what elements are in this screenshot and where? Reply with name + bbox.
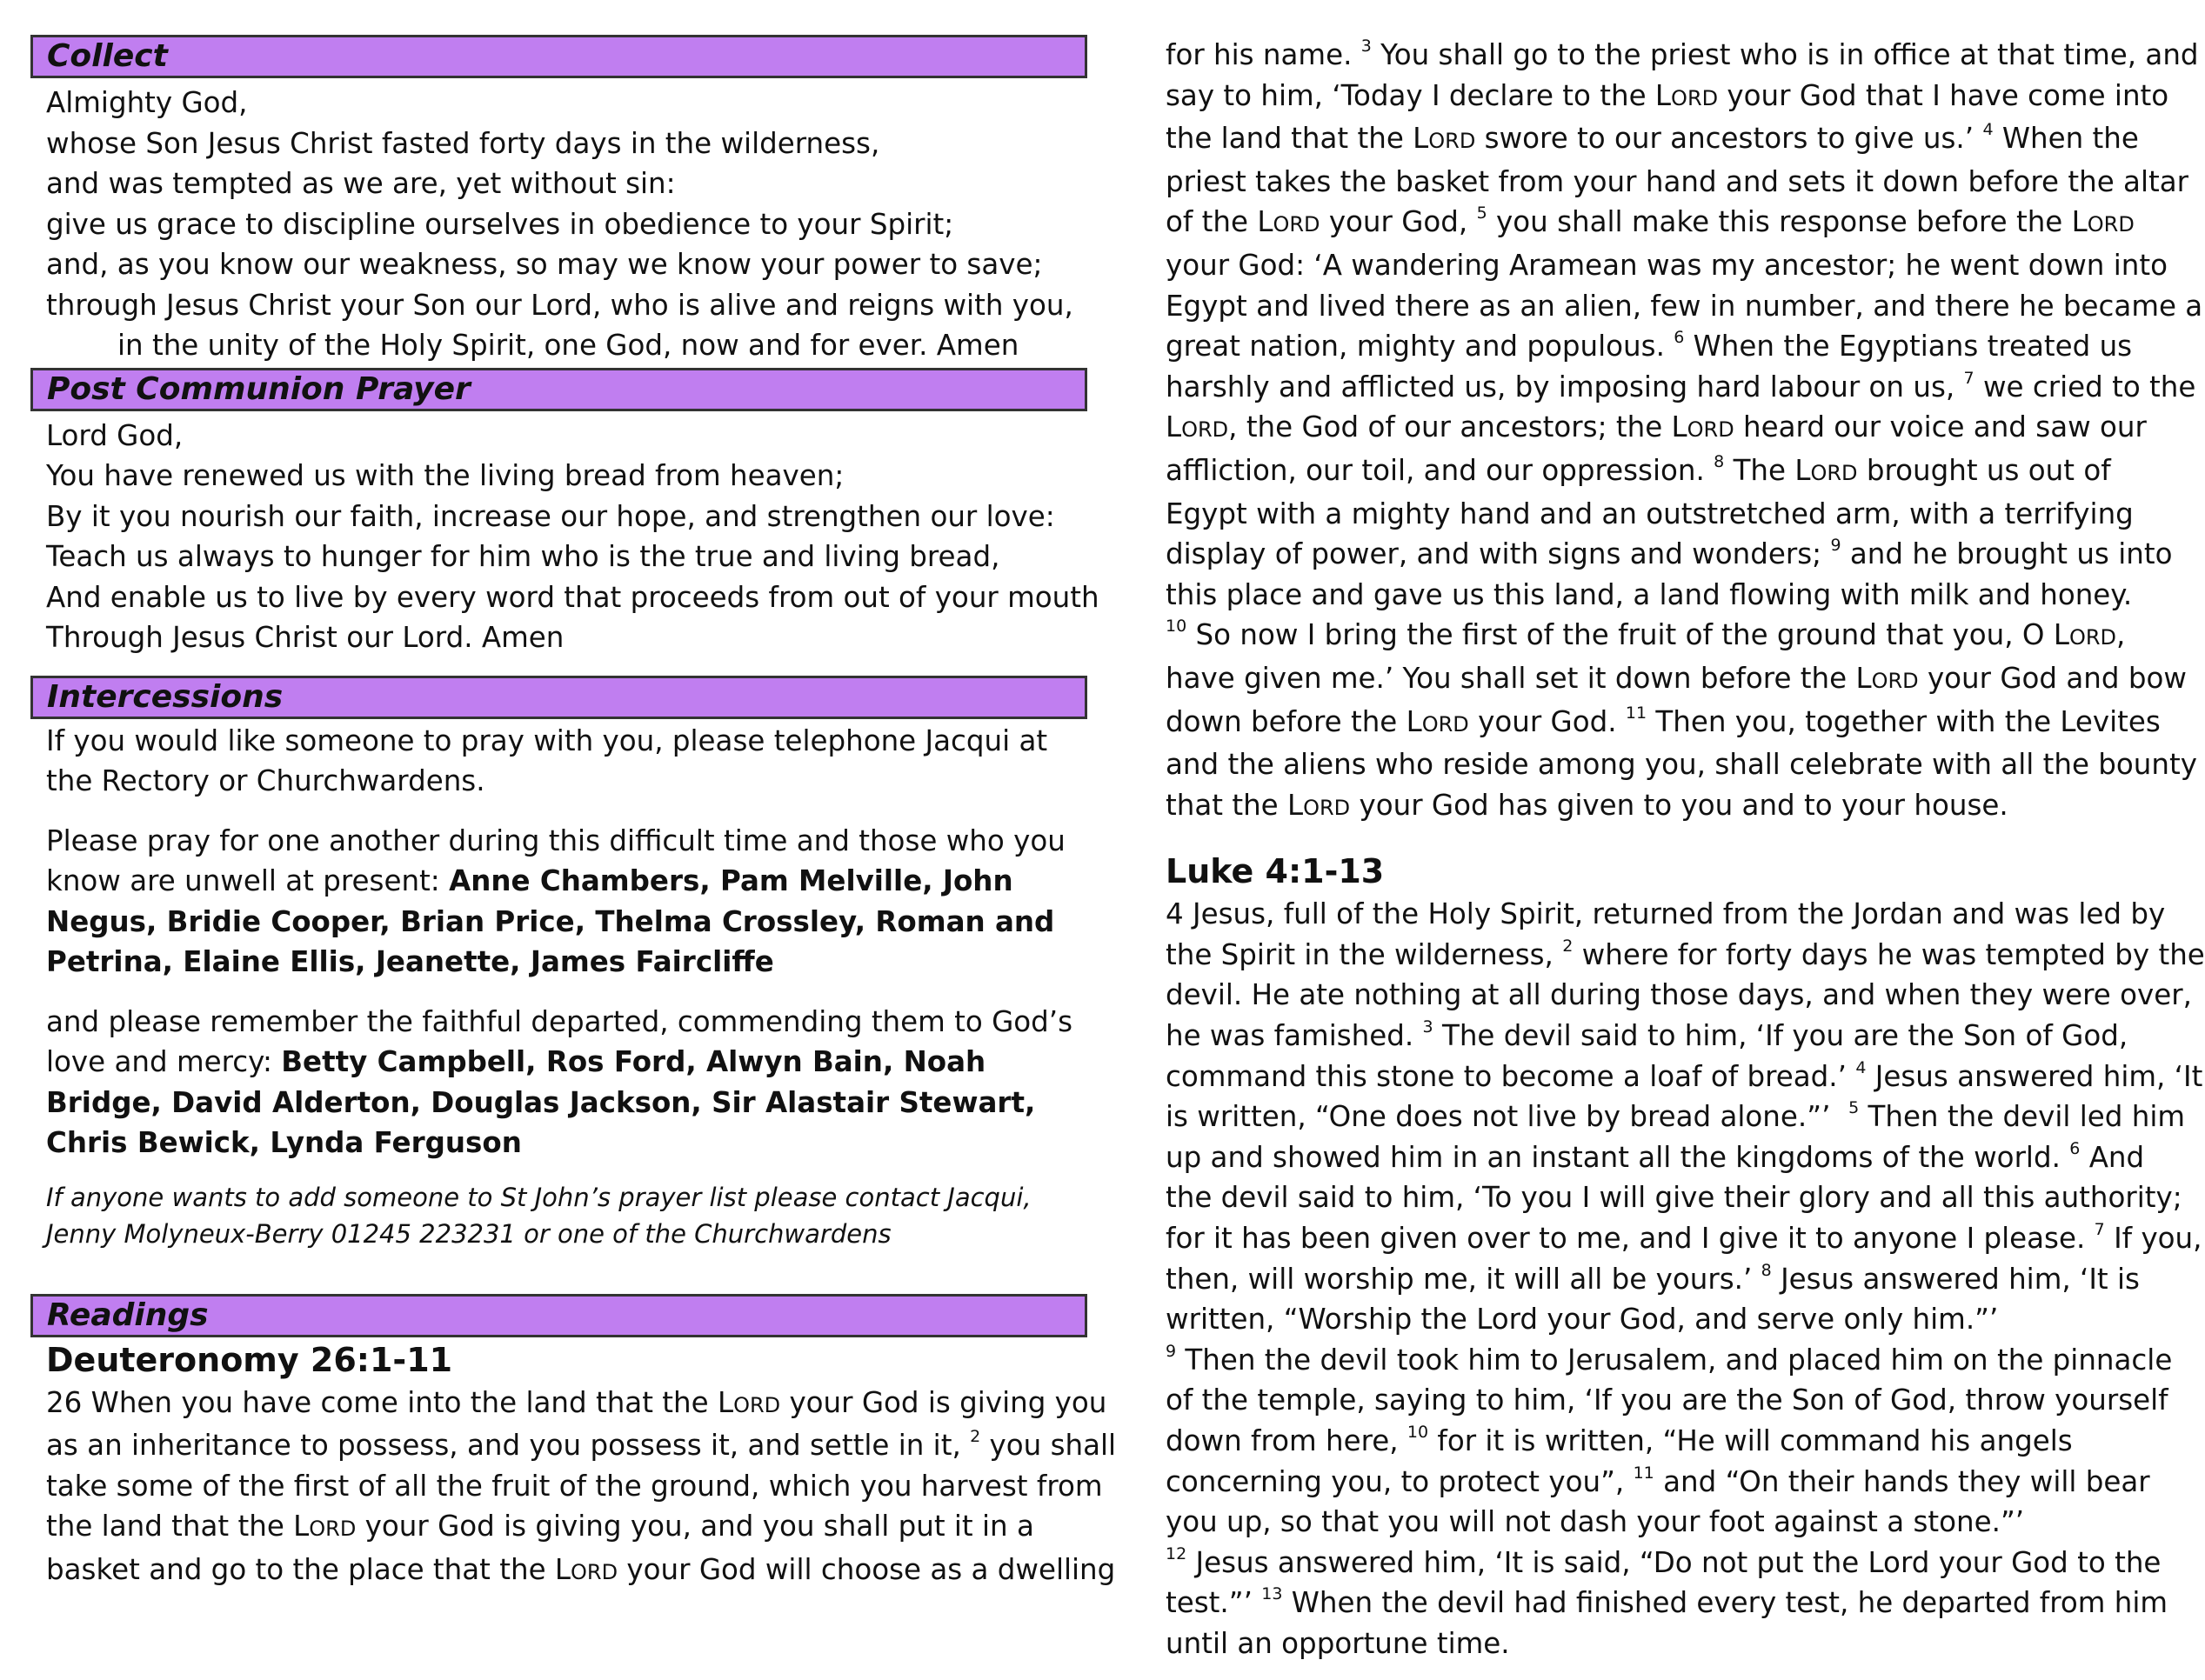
- intercessions-unwell: [30, 821, 1087, 983]
- unwell-text: Please pray for one another during this difficult time and those who you know are unwell at present:: [46, 823, 1066, 897]
- intercessions-departed: [30, 1002, 1087, 1163]
- collect-line: through Jesus Christ your Son our Lord, who is alive and reigns with you,: [46, 288, 1073, 322]
- collect-text: [30, 83, 1087, 366]
- post-communion-line: Teach us always to hunger for him who is the true and living bread,: [46, 540, 1000, 573]
- right-column: [1166, 35, 2205, 1664]
- deuteronomy-text-part2: for his name. $^3$ You shall go to the priest who is in office at that time, and say to him, ‘Today I declare to the LORD your God that I have come into the land that the LORD swore to our ancestors to give us.’ $^4$ When the priest takes the basket from your hand and sets it down before the altar of the LORD your God, $^5$ you shall make this response before the LORD your God: ‘A wandering Aramean was my ancestor; he went down into Egypt and lived there as an alien, few in number, and there he became a great nation, mighty and populous. $^6$ When the Egyptians treated us harshly and afflicted us, by imposing hard labour on us, $^7$ we cried to the LORD, the God of our ancestors; the LORD heard our voice and saw our affliction, our toil, and our oppression. $^8$ The LORD brought us out of Egypt with a mighty hand and an outstretched arm, with a terrifying display of power, and with signs and wonders; $^9$ and he brought us into this place and gave us this land, a land flowing with milk and honey. $^{10}$ So now I bring the first of the fruit of the ground that you, O LORD, have given me.’ You shall set it down before the LORD your God and bow down before the LORD your God. $^{11}$ Then you, together with the Levites and the aliens who reside among you, shall celebrate with all the bounty that the LORD your God has given to you and to your house.: [1166, 37, 2203, 822]
- intercessions-intro: If you would like someone to pray with you, please telephone Jacqui at the Rectory or Churchwardens.: [46, 723, 1048, 797]
- luke-title: Luke 4:1-13: [1166, 852, 1385, 891]
- departed-names: Betty Campbell, Ros Ford, Alwyn Bain, Noah Bridge, David Alderton, Douglas Jackson, Sir Alastair Stewart, Chris Bewick, Lynda Ferguson: [46, 1045, 1036, 1159]
- readings-heading: Readings: [30, 1294, 1087, 1337]
- collect-line: Almighty God,: [46, 86, 248, 119]
- collect-line: in the unity of the Holy Spirit, one God, now and for ever. Amen: [117, 329, 1019, 362]
- post-communion-line: Lord God,: [46, 418, 184, 452]
- post-communion-line: Through Jesus Christ our Lord. Amen: [46, 621, 565, 654]
- post-communion-line: You have renewed us with the living bread from heaven;: [46, 459, 845, 492]
- collect-line: and, as you know our weakness, so may we know your power to save;: [46, 248, 1043, 281]
- post-communion-text: [30, 416, 1099, 658]
- post-communion-heading: Post Communion Prayer: [30, 368, 1087, 411]
- post-communion-line: By it you nourish our faith, increase our hope, and strengthen our love:: [46, 499, 1055, 533]
- collect-line: and was tempted as we are, yet without sin:: [46, 167, 676, 200]
- luke-text: 4 Jesus, full of the Holy Spirit, returned from the Jordan and was led by the Spirit in the wilderness, $^2$ where for forty days he was tempted by the devil. He ate nothing at all during those days, and when they were over, he was famished. $^3$ The devil said to him, ‘If you are the Son of God, command this stone to become a loaf of bread.’ $^4$ Jesus answered him, ‘It is written, “One does not live by bread alone.”’ $^5$ Then the devil led him up and showed him in an instant all the kingdoms of the world. $^6$ And the devil said to him, ‘To you I will give their glory and all this authority; for it has been given over to me, and I give it to anyone I please. $^7$ If you, then, will worship me, it will all be yours.’ $^8$ Jesus answered him, ‘It is written, “Worship the Lord your God, and serve only him.”’ $^9$ Then the devil took him to Jerusalem, and placed him on the pinnacle of the temple, saying to him, ‘If you are the Son of God, throw yourself down from here, $^{10}$ for it is written, “He will command his angels concerning you, to protect you”, $^{11}$ and “On their hands they will bear you up, so that you will not dash your foot against a stone.”’ $^{12}$ Jesus answered him, ‘It is said, “Do not put the Lord your God to the test.”’ $^{13}$ When the devil had finished every test, he departed from him until an opportune time.: [1166, 897, 2205, 1660]
- departed-text: and please remember the faithful departed, commending them to God’s love and mercy:: [46, 1004, 1073, 1078]
- left-column: [30, 35, 1117, 1592]
- deuteronomy-title: Deuteronomy 26:1-11: [46, 1340, 453, 1379]
- intercessions-heading: Intercessions: [30, 676, 1087, 719]
- collect-heading: Collect: [30, 35, 1087, 78]
- collect-line: whose Son Jesus Christ fasted forty days in the wilderness,: [46, 126, 880, 160]
- collect-line: give us grace to discipline ourselves in obedience to your Spirit;: [46, 207, 954, 241]
- deuteronomy-text-part1: 26 When you have come into the land that the LORD your God is giving you as an inheritance to possess, and you possess it, and settle in it, $^2$ you shall take some of the first of all the fruit of the ground, which you harvest from the land that the LORD your God is giving you, and you shall put it in a basket and go to the place that the LORD your God will choose as a dwelling: [46, 1385, 1117, 1586]
- unwell-names: Anne Chambers, Pam Melville, John Negus, Bridie Cooper, Brian Price, Thelma Crossley, Roman and Petrina, Elaine Ellis, Jeanette, James Faircliffe: [46, 864, 1055, 978]
- prayer-list-note: If anyone wants to add someone to St John’s prayer list please contact Jacqui, Jenny Molyneux-Berry 01245 223231 or one of the Churchwardens: [46, 1182, 1032, 1249]
- post-communion-line: And enable us to live by every word that proceeds from out of your mouth: [46, 580, 1099, 614]
